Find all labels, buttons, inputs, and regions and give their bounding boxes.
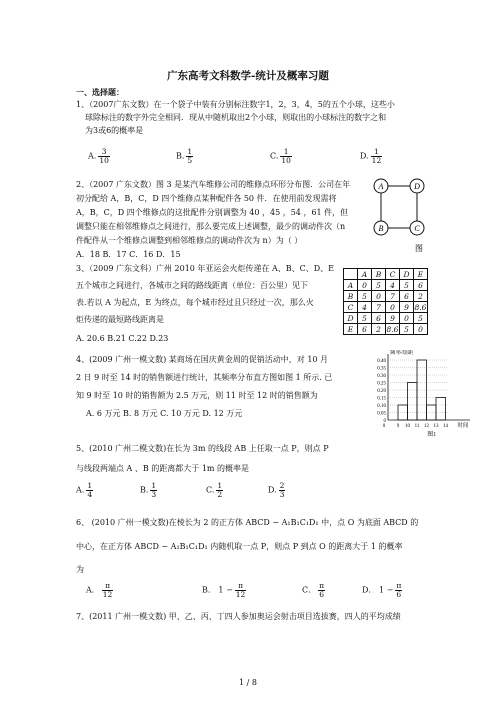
option-label: A． [86,585,100,595]
denominator: 3 [279,490,285,499]
denominator: 3 [151,490,157,499]
table-cell: 6 [400,291,414,302]
option-fraction [318,582,325,599]
table-cell: B [344,291,358,302]
q1-option-0 [88,148,110,165]
x-tick-label: 9 [396,424,400,429]
table-cell: 0 [358,280,372,291]
q1-option-1 [176,148,193,165]
q5-line-1: 5、(2010 广州二模文数)在长为 3m 的线段 AB 上任取一点 P，则点 P [76,444,329,453]
table-cell: E [414,269,428,280]
denominator: 6 [396,590,402,599]
q3-distance-table [343,268,428,335]
q2-line-4: 调整只能在相邻维修点之间进行，那么要完成上述调整，最少的调动件次（n [76,222,346,231]
option-label: D. [360,151,369,161]
table-cell: 5 [414,313,428,324]
table-cell: 6 [358,324,372,335]
option-fraction [279,482,286,499]
table-cell: 8.6 [414,302,427,312]
numerator: π [396,581,402,590]
histogram-bar [408,383,418,421]
y-tick-label: 0.15 [377,396,386,402]
x-tick-label: 10 [405,424,410,429]
q4-line-1: 4、(2009 广州一模文数) 某商场在国庆黄金周的促销活动中，对 10 月 [76,355,329,364]
table-cell: 5 [400,280,414,291]
option-prefix: 1 − [215,585,233,595]
table-cell: 5 [400,324,414,335]
table-cell: A [358,269,372,280]
table-cell: 2 [414,291,428,302]
table-cell: C [386,269,400,280]
q6-option-0 [86,582,113,599]
denominator: 10 [99,156,109,165]
q6-line-3: 为 [76,565,84,574]
table-cell: 4 [358,302,372,313]
option-label: A. [76,485,85,495]
y-tick-label: 0.30 [377,374,386,379]
q4-answer-options: A. 6 万元 B. 8 万元 C. 10 万元 D. 12 万元 [86,409,243,418]
option-label: C. [206,485,215,495]
x-tick-label: 13 [433,424,439,429]
q6-option-3 [362,582,402,599]
numerator: π [235,582,247,591]
numerator: π [319,581,325,590]
q1-option-2 [270,148,292,165]
node-c-label: C [414,224,420,233]
table-cell: A [344,280,358,291]
q5-option-3 [268,482,285,499]
node-d-label: D [414,182,420,191]
table-cell: 4 [386,280,400,291]
y-tick-label: 0.35 [377,366,386,372]
numerator: 1 [217,481,223,490]
table-cell: 6 [414,280,428,291]
y-tick-label: 0.05 [377,411,386,417]
option-label: A. [88,151,97,161]
option-fraction [371,148,383,165]
option-fraction [98,148,110,165]
y-tick-label: 0.40 [377,359,386,364]
q3-answer-options: A. 20.6 B.21 C.22 D.23 [76,334,169,343]
table-cell: D [400,269,414,280]
page-number: 1 / 8 [239,678,257,687]
q2-figure-caption: 图 [415,244,423,253]
histogram-bar [436,398,446,421]
table-cell: 6 [372,313,386,324]
origin-label: 0 [382,424,386,429]
table-cell: 7 [386,291,400,302]
option-label: B． [202,585,216,595]
option-label: C. [270,151,279,161]
table-cell: D [344,313,358,324]
q2-line-1: 2、（2007 广东文数）图 3 是某汽车维修公司的维修点环形分布图．公司在年 [76,180,351,189]
q2-answer-options: A．18 B．17 C．16 D．15 [76,250,181,259]
table-row [344,302,428,313]
table-cell: 9 [400,302,414,313]
option-label: D． [362,585,377,595]
q5-option-0 [76,482,93,499]
table-row [344,324,428,335]
y-axis-label: 频率/组距 [390,350,414,356]
q1-option-3 [360,148,382,165]
table-cell: 0 [400,313,414,324]
table-cell: 8.6 [386,324,399,334]
y-tick-label: 0.20 [377,389,386,394]
x-tick-label: 12 [424,424,429,429]
q2-line-3: A，B，C，D 四个维修点的这批配件分别调整为 40 ，45 ，54 ，61 件，但 [76,208,349,217]
table-cell: 9 [386,313,400,324]
q1-line-3: 为3或6的概率是 [85,126,144,135]
option-fraction [102,582,114,599]
denominator: 12 [235,590,246,599]
numerator: π [102,582,114,591]
q6-line-2: 中心，在正方体 ABCD − A₁B₁C₁D₁ 内随机取一点 P，则点 P 到点 O 的距离大于 1 的概率 [76,542,403,551]
q4-line-2: 2 日 9 时至 14 时的销售额进行统计，其频率分布直方图如图 1 所示. 已 [76,373,333,382]
table-cell: 7 [372,302,386,313]
q3-line-3: 表.若以 A 为起点，E 为终点，每个城市经过且只经过一次，那么火 [76,298,314,307]
q1-line-1: 1、（2007广东文数）在一个袋子中装有分别标注数字1，2，3，4，5的五个小球，这些小 [76,100,395,109]
table-row [344,291,428,302]
table-cell: 0 [414,324,428,335]
denominator: 10 [281,156,291,165]
q5-option-1 [140,482,157,499]
y-tick-label: 0.10 [377,404,386,409]
table-row [344,313,428,324]
table-cell: C [344,302,358,313]
denominator: 12 [102,590,113,599]
table-cell: 5 [358,291,372,302]
numerator: 1 [187,147,193,156]
y-tick-label: 0 [383,419,386,424]
q3-line-4: 炬传递的最短路线距离是 [76,315,164,324]
q6-option-1 [202,582,246,599]
q3-line-1: 3、（2009 广东文科）广州 2010 年亚运会火炬传递在 A、B、C、D、E [76,264,335,273]
q2-ring-diagram [373,176,425,256]
option-label: B. [176,151,185,161]
x-tick-label: 14 [443,424,448,429]
node-a-label: A [378,182,384,191]
chart-caption: 图1 [427,432,437,438]
table-cell: B [372,269,386,280]
q7-line-1: 7、(2011 广州一模文数) 甲、乙、丙、丁四人参加奥运会射击项目选拔赛，四人的平均成绩 [76,612,401,621]
option-prefix: 1 − [376,585,394,595]
numerator: 3 [98,148,110,157]
table-cell: 2 [372,324,386,335]
option-label: B. [140,485,149,495]
numerator: 1 [371,148,383,157]
q5-line-2: 与线段两端点 A 、B 的距离都大于 1m 的概率是 [76,464,250,473]
q5-option-2 [206,482,223,499]
option-fraction [235,582,247,599]
denominator: 4 [87,490,93,499]
q6-line-1: 6、 (2010 广州一模文数)在棱长为 2 的正方体 ABCD − A₁B₁C₁D₁ 中，点 O 为底面 ABCD 的 [76,518,419,527]
table-cell: E [344,324,358,335]
q2-line-5: 件配件从一个维修点调整到相邻维修点的调动件次为 n）为（ ） [76,236,303,245]
option-fraction [216,482,223,499]
q4-histogram [358,350,488,440]
q6-option-2 [302,582,325,599]
table-row [344,269,428,280]
q2-line-2: 初分配给 A，B，C，D 四个维修点某种配件各 50 件．在使用前发现需将 [76,194,337,203]
table-cell: 0 [386,302,400,313]
numerator: 1 [280,148,292,157]
denominator: 2 [217,490,223,499]
section-heading: 一、选择题： [76,87,124,97]
option-label: D. [268,485,277,495]
table-cell [344,269,358,280]
option-fraction [86,482,93,499]
x-tick-label: 11 [414,424,420,429]
numerator: 2 [279,481,285,490]
option-fraction [150,482,157,499]
table-cell: 5 [358,313,372,324]
q4-line-3: 知 9 时至 10 时的销售额为 2.5 万元，则 11 时至 12 时的销售额为 [76,391,318,400]
denominator: 5 [187,156,193,165]
denominator: 12 [371,156,382,165]
numerator: 1 [87,481,93,490]
option-fraction [186,148,193,165]
numerator: 1 [151,481,157,490]
q1-line-2: 球除标注的数字外完全相同．现从中随机取出2个小球，则取出的小球标注的数字之和 [85,113,387,122]
page-title: 广东高考文科数学-统计及概率习题 [167,70,329,82]
node-b-label: B [378,224,384,233]
denominator: 6 [319,590,324,599]
x-axis-label: 时间 [457,423,469,429]
table-cell: 0 [372,291,386,302]
table-cell: 5 [372,280,386,291]
y-tick-label: 0.25 [377,381,386,387]
option-fraction [395,582,402,599]
option-label: C． [302,585,317,595]
option-fraction [280,148,292,165]
table-row [344,280,428,291]
q3-line-2: 五个城市之间进行，各城市之间的路线距离（单位：百公里）见下 [76,281,308,290]
